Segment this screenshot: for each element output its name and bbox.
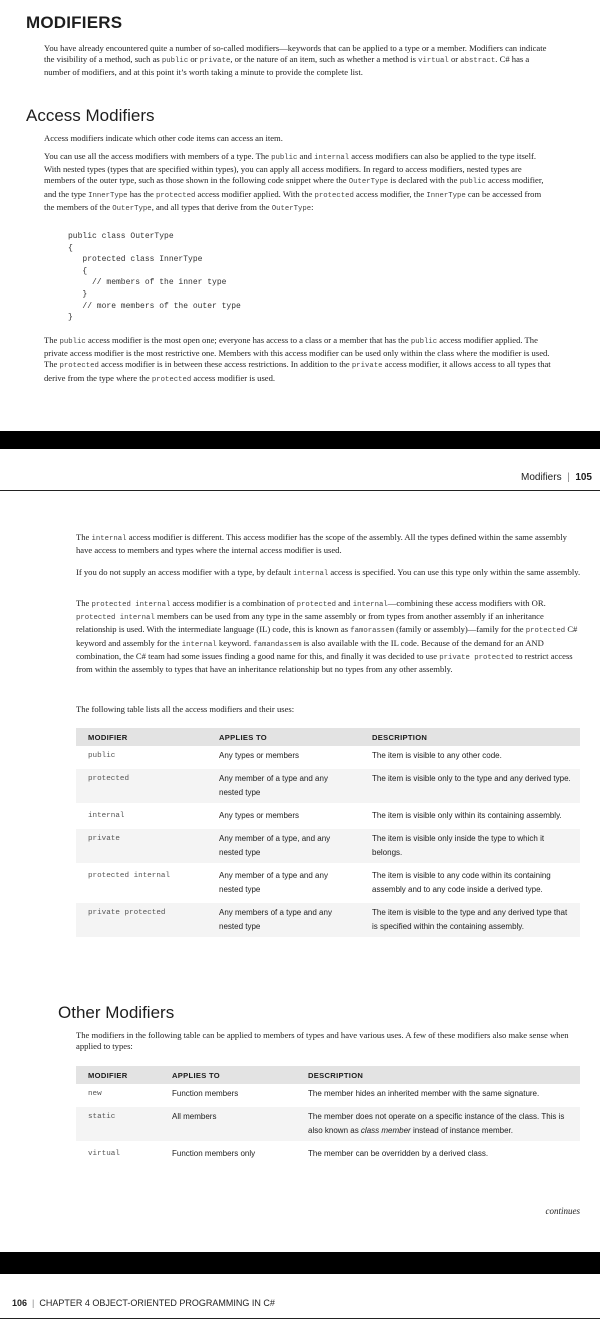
page-divider-band (0, 1252, 600, 1274)
table-row (76, 1084, 580, 1106)
page-footer: 106 | CHAPTER 4 OBJECT-ORIENTED PROGRAMMING IN C# (12, 1298, 275, 1308)
applies-to-cell: Any types or members (207, 805, 360, 828)
table-header-row (76, 728, 580, 746)
column-header-applies-to: APPLIES TO (160, 1066, 296, 1084)
modifier-cell: new (76, 1084, 160, 1106)
modifier-cell: public (76, 746, 207, 768)
column-header-modifier: MODIFIER (76, 1066, 160, 1084)
column-header-description: DESCRIPTION (360, 728, 580, 746)
other-modifiers-table (76, 1066, 580, 1167)
chapter-title: CHAPTER 4 OBJECT-ORIENTED PROGRAMMING IN C# (39, 1298, 275, 1308)
paragraph-access-levels: The public access modifier is the most open one; everyone has access to a class or a member that has the public access modifier applied. The private access modifier is the most restrictive one. Members with this access modifier can be used only within the class where the modifier is used. The protected access modifier is in between these access restrictions. In addition to the private access modifier, it allows access to all types that derive from the type where the protected access modifier is used. (44, 335, 551, 384)
footer-rule (0, 1318, 600, 1319)
paragraph-access-intro: Access modifiers indicate which other code items can access an item. (44, 133, 283, 143)
paragraph-protected-internal: The protected internal access modifier is a combination of protected and internal—combining these access modifiers with OR. protected internal members can be used from any type in the same assembly or from types from another assembly if an inheritance relationship is used. With the intermediate language (IL) code, this is known as famorassem (family or assembly)—family for the protected C# keyword and assembly for the internal keyword. famandassem is also available with the IL code. Because of the demand for an AND combination, the C# team had some issues finding a good name for this, and finally it was decided to use private protected to restrict access from within the assembly to types that have an inheritance relationship but no types from any other assembly. (76, 598, 578, 675)
running-header: Modifiers | 105 (521, 472, 592, 483)
applies-to-cell: Any types or members (207, 746, 360, 768)
modifier-cell: private (76, 828, 207, 865)
page-divider-band (0, 431, 600, 449)
paragraph-internal: The internal access modifier is different. This access modifier has the scope of the assembly. All the types defined within the same assembly have access to members and types where the internal access modifier is used. (76, 532, 567, 556)
description-cell: The member hides an inherited member with the same signature. (296, 1084, 580, 1106)
description-cell: The item is visible to any other code. (360, 746, 580, 768)
table-row (76, 1143, 580, 1166)
modifier-cell: static (76, 1106, 160, 1143)
applies-to-cell: Function members only (160, 1143, 296, 1166)
description-cell: The member does not operate on a specific instance of the class. This is also known as class member instead of instance member. (296, 1106, 580, 1143)
modifier-cell: internal (76, 805, 207, 828)
code-snippet: public class OuterType { protected class InnerType { // members of the inner type } // more members of the outer type } (68, 232, 241, 323)
modifier-cell: protected (76, 768, 207, 805)
page-number: 106 (12, 1298, 28, 1308)
subsection-heading-access-modifiers: Access Modifiers (26, 106, 155, 125)
access-modifiers-table (76, 728, 580, 940)
description-cell: The item is visible only inside the type to which it belongs. (360, 828, 580, 865)
table-row (76, 805, 580, 828)
description-cell: The item is visible only within its containing assembly. (360, 805, 580, 828)
applies-to-cell: Any members of a type and any nested type (207, 902, 360, 939)
table-row (76, 1106, 580, 1143)
paragraph-intro: You have already encountered quite a number of so-called modifiers—keywords that can be applied to a type or a member. Modifiers can indicate the visibility of a method, such as public or private, or the nature of an item, such as whether a method is virtual or abstract. C# has a number of modifiers, and at this point it’s worth taking a minute to provide the complete list. (44, 43, 547, 78)
column-header-description: DESCRIPTION (296, 1066, 580, 1084)
description-cell: The item is visible to the type and any derived type that is specified within the containing assembly. (360, 902, 580, 939)
table-row (76, 902, 580, 939)
applies-to-cell: All members (160, 1106, 296, 1143)
table-row (76, 746, 580, 768)
description-cell: The member can be overridden by a derived class. (296, 1143, 580, 1166)
section-heading-modifiers: MODIFIERS (26, 13, 123, 32)
paragraph-table-lead: The following table lists all the access modifiers and their uses: (76, 704, 295, 714)
applies-to-cell: Any member of a type and any nested type (207, 865, 360, 902)
modifier-cell: private protected (76, 902, 207, 939)
header-rule (0, 490, 600, 491)
modifier-cell: virtual (76, 1143, 160, 1166)
table-header-row (76, 1066, 580, 1084)
applies-to-cell: Any member of a type and any nested type (207, 768, 360, 805)
paragraph-default-access: If you do not supply an access modifier with a type, by default internal access is specified. You can use this type only within the same assembly. (76, 567, 581, 578)
paragraph-access-nested: You can use all the access modifiers with members of a type. The public and internal access modifiers can also be applied to the type itself. With nested types (types that are specified within types), you can apply all access modifiers. In regard to access modifiers, nested types are members of the outer type, such as those shown in the following code snippet where the OuterType is declared with the public access modifier, and the type InnerType has the protected access modifier applied. With the protected access modifier, the InnerType can be accessed from the members of the OuterType, and all types that derive from the OuterType: (44, 151, 544, 213)
subsection-heading-other-modifiers: Other Modifiers (58, 1003, 175, 1022)
modifier-cell: protected internal (76, 865, 207, 902)
continues-note: continues (545, 1206, 580, 1216)
applies-to-cell: Any member of a type, and any nested type (207, 828, 360, 865)
paragraph-other-modifiers: The modifiers in the following table can be applied to members of types and have various uses. A few of these modifiers also make sense when applied to types: (76, 1030, 569, 1052)
table-row (76, 828, 580, 865)
applies-to-cell: Function members (160, 1084, 296, 1106)
column-header-modifier: MODIFIER (76, 728, 207, 746)
description-cell: The item is visible only to the type and any derived type. (360, 768, 580, 805)
description-cell: The item is visible to any code within its containing assembly and to any code inside a derived type. (360, 865, 580, 902)
table-row (76, 768, 580, 805)
table-row (76, 865, 580, 902)
page-number: 105 (575, 472, 592, 483)
column-header-applies-to: APPLIES TO (207, 728, 360, 746)
